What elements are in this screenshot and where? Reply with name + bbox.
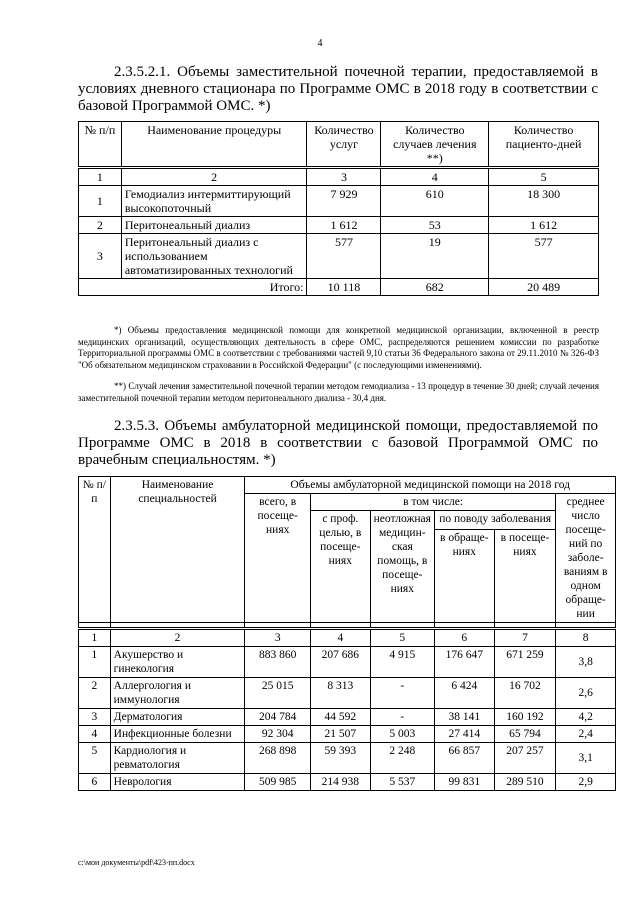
- header-prof: с проф. целью, в посеще-ниях: [310, 511, 370, 623]
- row-services: 577: [307, 234, 381, 279]
- row-total: 883 860: [245, 647, 311, 678]
- row-appeals: 38 141: [434, 709, 494, 726]
- row-urgent: 5 537: [370, 774, 434, 791]
- col-num: 5: [370, 629, 434, 647]
- row-name: Аллергология и иммунология: [110, 678, 245, 709]
- column-numbers-row: [79, 629, 616, 647]
- section1-heading: 2.3.5.2.1. Объемы заместительной почечной терапии, предоставляемой в условиях дневного стационара по Программе ОМС в 2018 году в соответствии с базовой Программой ОМС. *): [78, 64, 598, 114]
- row-avg: 3,8: [556, 647, 616, 678]
- row-num: 2: [79, 678, 111, 709]
- row-appeals: 176 647: [434, 647, 494, 678]
- column-numbers-row: [79, 168, 599, 186]
- row-total: 268 898: [245, 743, 311, 774]
- row-num: 4: [79, 726, 111, 743]
- row-prof: 44 592: [310, 709, 370, 726]
- row-days: 18 300: [489, 186, 599, 217]
- row-visits: 65 794: [494, 726, 556, 743]
- row-num: 1: [79, 647, 111, 678]
- row-avg: 2,9: [556, 774, 616, 791]
- footnote-1: *) Объемы предоставления медицинской помощи для конкретной медицинской организации, включенной в реестр медицинских организаций, осуществляющих деятельность в сфере ОМС, распределяются решением комиссии по разработке Территориальной программы ОМС в соответствии с требованиями частей 9,10 статьи 36 Федерального закона от 29.11.2010 № 326-ФЗ "Об обязательном медицинском страховании в Российской Федерации" (с последующими изменениями).: [78, 325, 599, 370]
- row-prof: 8 313: [310, 678, 370, 709]
- row-name: Неврология: [110, 774, 245, 791]
- col-num: 3: [307, 168, 381, 186]
- header-visits: в посеще-ниях: [494, 530, 556, 623]
- row-num: 3: [79, 234, 122, 279]
- row-num: 5: [79, 743, 111, 774]
- row-visits: 671 259: [494, 647, 556, 678]
- row-days: 1 612: [489, 217, 599, 234]
- row-visits: 207 257: [494, 743, 556, 774]
- header-volumes: Объемы амбулаторной медицинской помощи на 2018 год: [245, 477, 616, 494]
- table-row: [79, 186, 599, 217]
- total-row: [79, 279, 599, 296]
- row-appeals: 6 424: [434, 678, 494, 709]
- row-cases: 610: [381, 186, 489, 217]
- header-including: в том числе:: [310, 494, 555, 511]
- row-cases: 53: [381, 217, 489, 234]
- header-disease: по поводу заболевания: [434, 511, 555, 530]
- col-num: 7: [494, 629, 556, 647]
- footnote-2: **) Случай лечения заместительной почечной терапии методом гемодиализа - 13 процедур в течение 30 дней; случай лечения заместительной почечной терапии методом перитонеального диализа - 30,4 дня.: [78, 381, 599, 403]
- header-num: № п/п: [79, 122, 122, 168]
- col-num: 5: [489, 168, 599, 186]
- page-number: 4: [317, 38, 323, 49]
- table-row: [79, 774, 616, 791]
- row-services: 1 612: [307, 217, 381, 234]
- header-services: Количество услуг: [307, 122, 381, 168]
- header-num: № п/п: [79, 477, 111, 623]
- row-total: 509 985: [245, 774, 311, 791]
- row-name: Перитонеальный диализ: [121, 217, 307, 234]
- row-urgent: 4 915: [370, 647, 434, 678]
- col-num: 4: [310, 629, 370, 647]
- dialysis-table: [78, 121, 599, 296]
- header-avg: среднее число посеще-ний по заболе-ваниям в одном обраще-нии: [556, 494, 616, 623]
- total-services: 10 118: [307, 279, 381, 296]
- row-visits: 160 192: [494, 709, 556, 726]
- row-total: 92 304: [245, 726, 311, 743]
- section2-heading: 2.3.5.3. Объемы амбулаторной медицинской помощи, предоставляемой по Программе ОМС в 2018 в соответствии с базовой Программой ОМС по врачебным специальностям. *): [78, 418, 598, 468]
- row-avg: 2,4: [556, 726, 616, 743]
- row-avg: 3,1: [556, 743, 616, 774]
- row-name: Кардиология и ревматология: [110, 743, 245, 774]
- row-visits: 16 702: [494, 678, 556, 709]
- row-name: Дерматология: [110, 709, 245, 726]
- row-total: 204 784: [245, 709, 311, 726]
- row-prof: 59 393: [310, 743, 370, 774]
- col-num: 4: [381, 168, 489, 186]
- table-row: [79, 678, 616, 709]
- row-num: 3: [79, 709, 111, 726]
- table-row: [79, 726, 616, 743]
- header-patient-days: Количество пациенто-дней: [489, 122, 599, 168]
- table-row: [79, 234, 599, 279]
- total-label: Итого:: [79, 279, 307, 296]
- row-name: Гемодиализ интермиттирующий высокопоточный: [121, 186, 307, 217]
- row-visits: 289 510: [494, 774, 556, 791]
- row-total: 25 015: [245, 678, 311, 709]
- row-num: 6: [79, 774, 111, 791]
- row-prof: 207 686: [310, 647, 370, 678]
- file-path-footer: c:\мои документы\pdf\423-пп.docx: [78, 858, 195, 867]
- col-num: 6: [434, 629, 494, 647]
- row-services: 7 929: [307, 186, 381, 217]
- row-urgent: 2 248: [370, 743, 434, 774]
- row-avg: 4,2: [556, 709, 616, 726]
- col-num: 1: [79, 168, 122, 186]
- row-appeals: 66 857: [434, 743, 494, 774]
- col-num: 1: [79, 629, 111, 647]
- col-num: 3: [245, 629, 311, 647]
- table-row: [79, 743, 616, 774]
- outpatient-table: [78, 476, 616, 791]
- table-header-row: [79, 122, 599, 168]
- row-urgent: -: [370, 709, 434, 726]
- row-num: 2: [79, 217, 122, 234]
- header-cases: Количество случаев лечения **): [381, 122, 489, 168]
- header-procedure: Наименование процедуры: [121, 122, 307, 168]
- table-row: [79, 709, 616, 726]
- col-num: 2: [121, 168, 307, 186]
- row-name: Акушерство и гинекология: [110, 647, 245, 678]
- row-days: 577: [489, 234, 599, 279]
- row-num: 1: [79, 186, 122, 217]
- row-urgent: -: [370, 678, 434, 709]
- row-name: Инфекционные болезни: [110, 726, 245, 743]
- row-appeals: 99 831: [434, 774, 494, 791]
- total-cases: 682: [381, 279, 489, 296]
- row-prof: 214 938: [310, 774, 370, 791]
- table-row: [79, 217, 599, 234]
- row-urgent: 5 003: [370, 726, 434, 743]
- table-header-row: [79, 477, 616, 494]
- row-appeals: 27 414: [434, 726, 494, 743]
- row-cases: 19: [381, 234, 489, 279]
- header-urgent: неотложная медицин-ская помощь, в посеще-ниях: [370, 511, 434, 623]
- header-total: всего, в посеще-ниях: [245, 494, 311, 623]
- row-avg: 2,6: [556, 678, 616, 709]
- total-days: 20 489: [489, 279, 599, 296]
- row-name: Перитонеальный диализ с использованием автоматизированных технологий: [121, 234, 307, 279]
- col-num: 2: [110, 629, 245, 647]
- header-appeals: в обраще-ниях: [434, 530, 494, 623]
- row-prof: 21 507: [310, 726, 370, 743]
- col-num: 8: [556, 629, 616, 647]
- header-specialty: Наименование специальностей: [110, 477, 245, 623]
- table-row: [79, 647, 616, 678]
